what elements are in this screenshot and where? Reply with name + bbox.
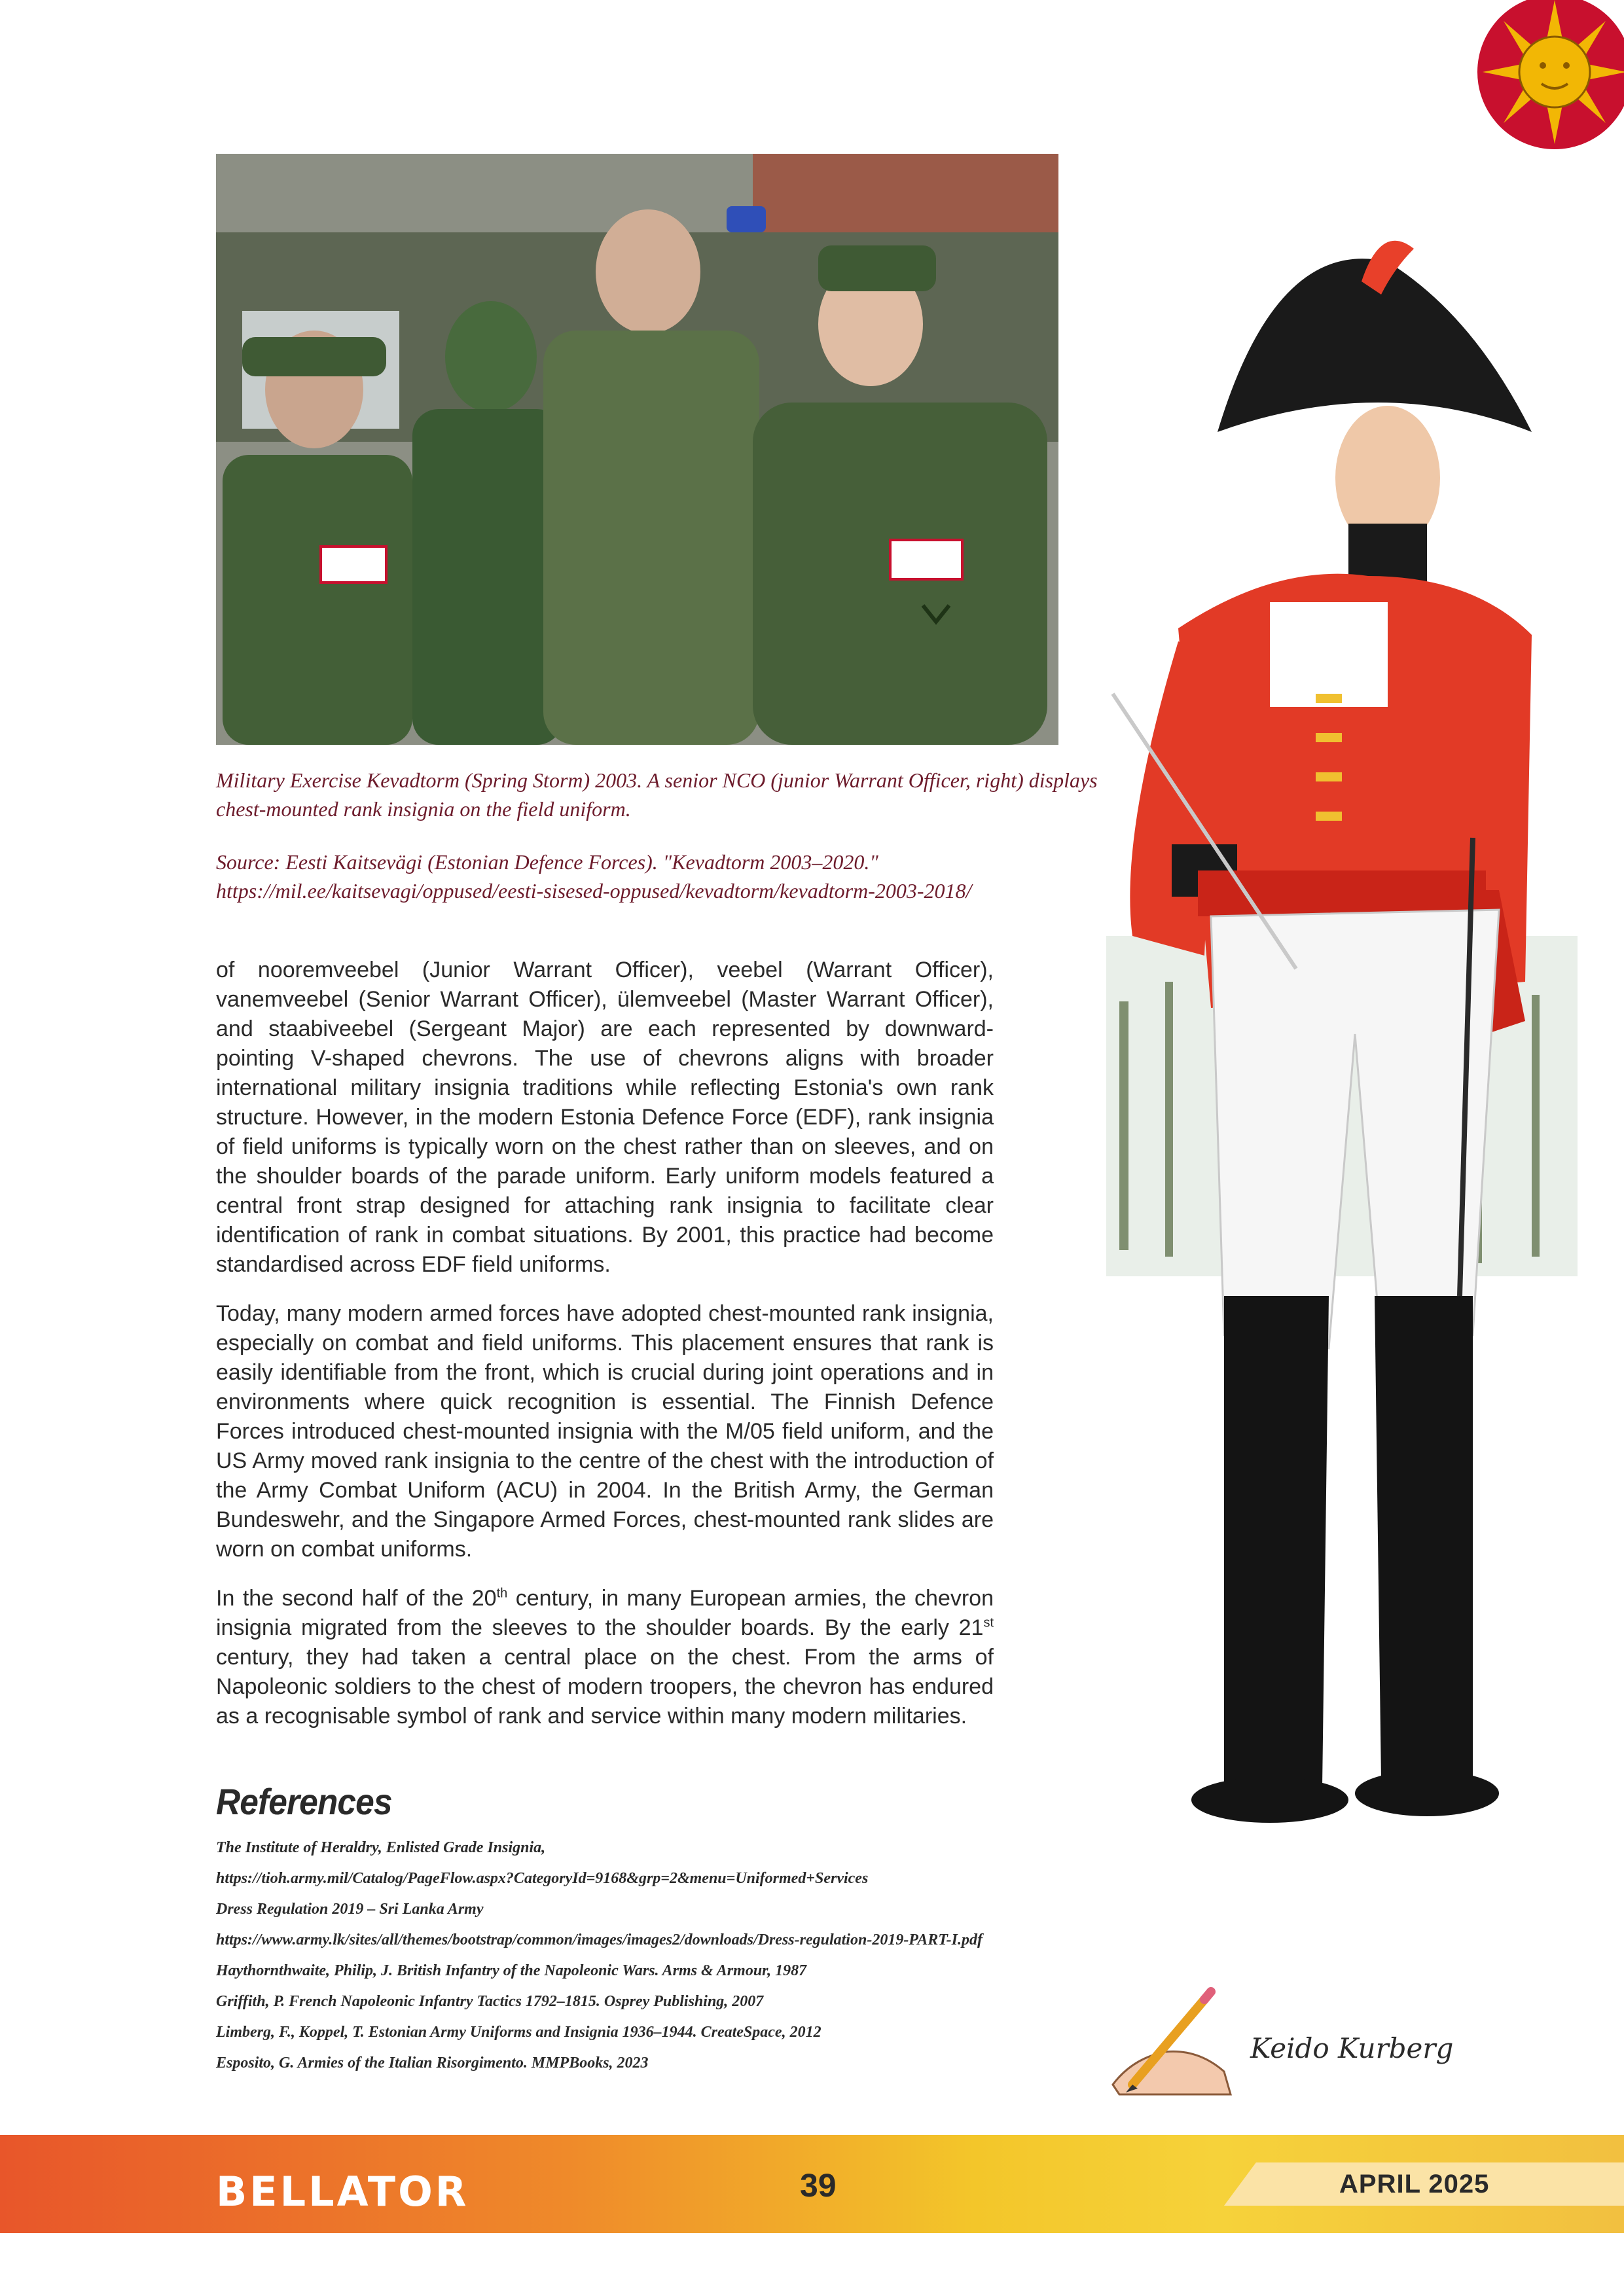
author-name: Keido Kurberg: [1250, 2032, 1454, 2064]
soldiers-photo-image: [216, 154, 1058, 745]
reference-item: Dress Regulation 2019 – Sri Lanka Army: [216, 1901, 484, 1918]
reference-item: Limberg, F., Koppel, T. Estonian Army Uniforms and Insignia 1936–1944. CreateSpace, 2012: [216, 2024, 821, 2041]
napoleonic-soldier-illustration: [1106, 183, 1578, 1898]
napoleonic-soldier-image: [1106, 183, 1578, 1898]
reference-item: Haythornthwaite, Philip, J. British Infantry of the Napoleonic Wars. Arms & Armour, 1987: [216, 1962, 807, 1979]
references-heading: References: [216, 1781, 392, 1822]
ordinal-suffix: th: [496, 1586, 508, 1601]
page-number: 39: [800, 2167, 837, 2204]
hand-writing-pencil-icon: [1106, 1986, 1237, 2098]
reference-item: The Institute of Heraldry, Enlisted Grade Insignia,: [216, 1839, 546, 1856]
paragraph-3-part-c: century, they had taken a central place on the chest. From the arms of Napoleonic soldiers to the chest of modern troopers, the chevron has endured as a recognisable symbol of rank and service within many modern militaries.: [216, 1645, 994, 1729]
sun-emblem-icon: [1456, 0, 1624, 157]
reference-item: https://www.army.lk/sites/all/themes/bootstrap/common/images/images2/downloads/Dress-regulation-2019-PART-I.pdf: [216, 1931, 983, 1948]
author-signature: [1106, 1986, 1454, 2098]
issue-date: APRIL 2025: [1339, 2170, 1490, 2198]
paragraph-2: Today, many modern armed forces have adopted chest-mounted rank insignia, especially on combat and field uniforms. This placement ensures that rank is easily identifiable from the front, which is crucial during joint operations and in environments where quick recognition is essential. The Finnish Defence Forces introduced chest-mounted insignia with the M/05 field uniform, and the US Army moved rank insignia to the centre of the chest with the introduction of the Army Combat Uniform (ACU) in 2004. In the British Army, the German Bundeswehr, and the Singapore Armed Forces, chest-mounted rank slides are worn on combat uniforms.: [216, 1301, 994, 1562]
photo-source: Source: Eesti Kaitsevägi (Estonian Defence Forces). "Kevadtorm 2003–2020." https://mil.ee/kaitsevagi/oppused/eesti-sisesed-oppused/kevadtorm/kevadtorm-2003-2018/: [216, 850, 972, 903]
photo-caption: Military Exercise Kevadtorm (Spring Storm) 2003. A senior NCO (junior Warrant Officer, right) displays chest-mounted rank insignia on the field uniform.: [216, 768, 1098, 821]
reference-item: https://tioh.army.mil/Catalog/PageFlow.aspx?CategoryId=9168&grp=2&menu=Uniformed+Services: [216, 1870, 869, 1887]
reference-item: Griffith, P. French Napoleonic Infantry Tactics 1792–1815. Osprey Publishing, 2007: [216, 1993, 764, 2010]
ordinal-suffix: st: [983, 1615, 994, 1630]
page-footer: [0, 2135, 1624, 2233]
paragraph-3: [216, 1584, 994, 1731]
reference-item: Esposito, G. Armies of the Italian Risorgimento. MMPBooks, 2023: [216, 2054, 649, 2072]
references-list: [216, 1833, 1172, 2079]
paragraph-3-part-a: In the second half of the 20: [216, 1586, 497, 1611]
sun-emblem: [1456, 0, 1624, 157]
paragraph-3-part-b: century, in many European armies, the chevron insignia migrated from the sleeves to the shoulder boards. By the early 21: [216, 1586, 994, 1640]
article-body: [216, 956, 994, 1751]
soldiers-photo: [216, 154, 1058, 745]
paragraph-1: of nooremveebel (Junior Warrant Officer), veebel (Warrant Officer), vanemveebel (Senior Warrant Officer), ülemveebel (Master Warrant Officer), and staabiveebel (Sergeant Major) are each represented by downward-pointing V-shaped chevrons. The use of chevrons aligns with broader international military insignia traditions while reflecting Estonia's own rank structure. However, in the modern Estonia Defence Force (EDF), rank insignia of field uniforms is typically worn on the chest rather than on sleeves, and on the shoulder boards of the parade uniform. Early uniform models featured a central front strap designed for attaching rank insignia to facilitate clear identification of rank in combat situations. By 2001, this practice had become standardised across EDF field uniforms.: [216, 958, 994, 1277]
brand-logo: BELLATOR: [216, 2168, 469, 2215]
